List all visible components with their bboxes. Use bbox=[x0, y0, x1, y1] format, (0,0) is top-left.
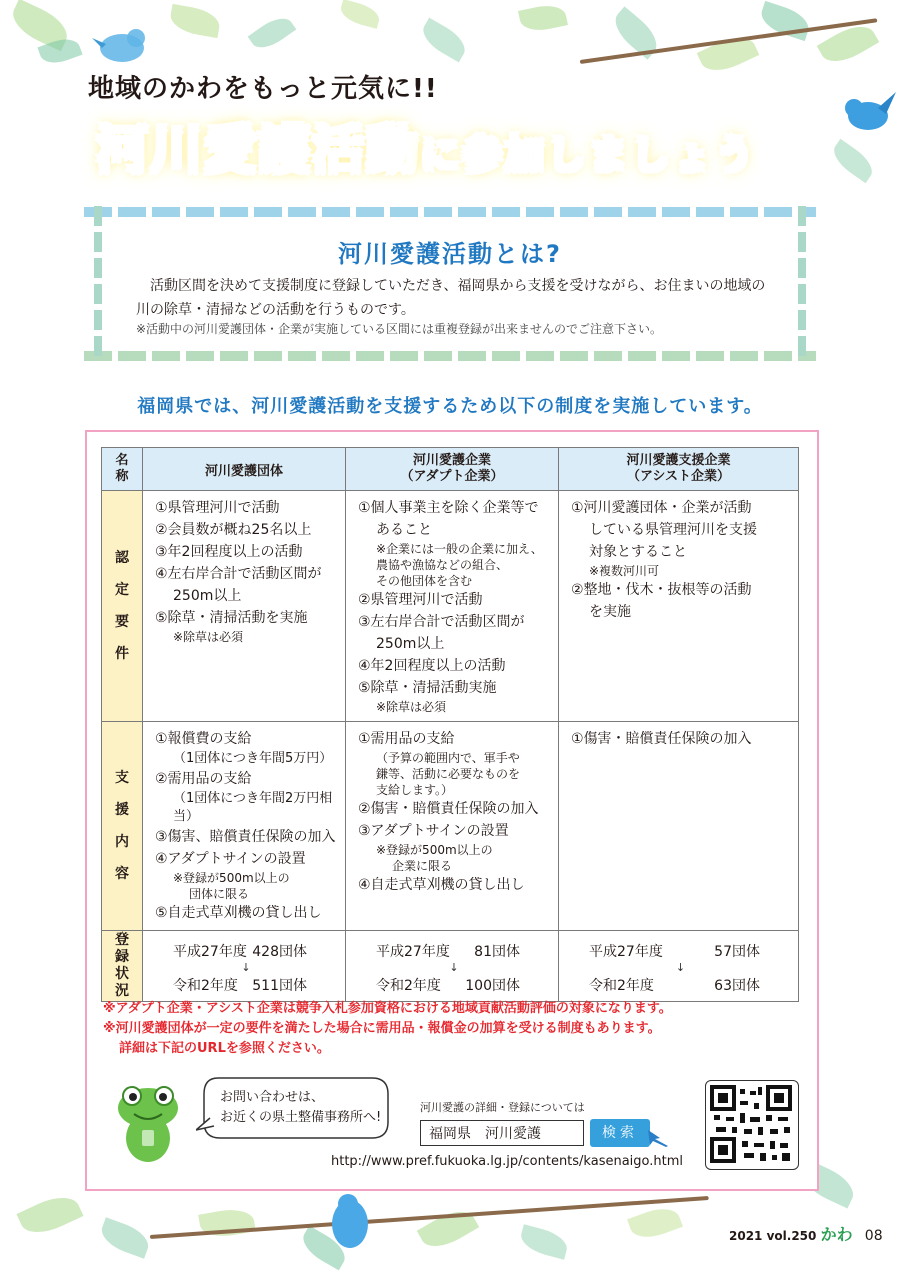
list-item: ③アダプトサインの設置 bbox=[358, 823, 509, 839]
list-item: ①県管理河川で活動 bbox=[155, 500, 280, 516]
status-year-from: 平成27年度 bbox=[589, 944, 663, 960]
notice-line: ※河川愛護団体が一定の要件を満たした場合に需用品・報償金の加算を受ける制度もあります。 bbox=[103, 1021, 661, 1036]
cursor-arrow-icon bbox=[646, 1128, 670, 1148]
bluebird-bottom-icon bbox=[318, 1190, 378, 1252]
table-row-status bbox=[102, 931, 799, 1002]
row-label-status bbox=[102, 931, 143, 1002]
status-count-from: 428団体 bbox=[252, 944, 307, 960]
requirements-assist bbox=[559, 491, 799, 722]
page-footer bbox=[729, 1222, 883, 1245]
notice-line: ※アダプト企業・アシスト企業は競争入札参加資格における地域貢献活動評価の対象になります。 bbox=[103, 1001, 672, 1016]
footer-magazine: かわ bbox=[820, 1225, 853, 1244]
list-note: その他団体を含む bbox=[376, 574, 473, 588]
list-note: ※企業には一般の企業に加え、 bbox=[376, 542, 543, 556]
info-url-link[interactable]: http://www.pref.fukuoka.lg.jp/contents/kasenaigo.html bbox=[331, 1154, 684, 1169]
list-note: 団体に限る bbox=[189, 887, 250, 901]
list-item: している県管理河川を支援 bbox=[589, 522, 757, 538]
down-arrow-icon: ↓ bbox=[675, 961, 686, 974]
list-note: ※除草は必須 bbox=[173, 630, 244, 644]
list-item: ⑤自走式草刈機の貸し出し bbox=[155, 905, 322, 921]
page-title bbox=[96, 108, 756, 183]
lead-text: 福岡県では、河川愛護活動を支援するため以下の制度を実施しています。 bbox=[137, 396, 763, 417]
detail-label: 河川愛護の詳細・登録については bbox=[420, 1101, 585, 1114]
list-note: （1団体につき年間2万円相当） bbox=[173, 791, 333, 824]
list-item: ②整地・伐木・抜根等の活動 bbox=[571, 582, 752, 598]
status-year-to: 令和2年度 bbox=[376, 978, 441, 994]
down-arrow-icon: ↓ bbox=[449, 961, 459, 974]
list-note: （1団体につき年間5万円） bbox=[173, 751, 333, 766]
list-item: ④左右岸合計で活動区間が bbox=[155, 566, 322, 582]
list-item: ①個人事業主を除く企業等で bbox=[358, 500, 539, 516]
list-item: ③年2回程度以上の活動 bbox=[155, 544, 303, 560]
status-count-to: 63団体 bbox=[714, 978, 760, 994]
frog-mascot-icon bbox=[108, 1082, 188, 1164]
status-count-from: 81団体 bbox=[474, 944, 520, 960]
list-note: 支給します。） bbox=[376, 783, 454, 797]
table-header-row bbox=[102, 448, 799, 491]
list-item: ③左右岸合計で活動区間が bbox=[358, 614, 525, 630]
list-item: 250m以上 bbox=[173, 588, 242, 604]
list-note: 鎌等、活動に必要なものを bbox=[376, 767, 521, 781]
list-item: を実施 bbox=[589, 604, 631, 620]
list-item: ①傷害・賠償責任保険の加入 bbox=[571, 731, 752, 747]
bluebird-top-right-icon bbox=[838, 86, 898, 140]
list-note: ※登録が500m以上の bbox=[173, 871, 290, 885]
qr-code-icon[interactable] bbox=[705, 1080, 799, 1170]
requirements-group bbox=[143, 491, 346, 722]
status-count-from: 57団体 bbox=[714, 944, 760, 960]
list-item: ②県管理河川で活動 bbox=[358, 592, 483, 608]
list-item: あること bbox=[376, 522, 432, 538]
intro-note: ※活動中の河川愛護団体・企業が実施している区間には重複登録が出来ませんのでご注意下さい。 bbox=[136, 322, 663, 336]
status-year-from: 平成27年度 bbox=[173, 944, 247, 960]
list-item: ④アダプトサインの設置 bbox=[155, 851, 306, 867]
status-year-to: 令和2年度 bbox=[173, 978, 238, 994]
title-main: 河川愛護活動 bbox=[96, 121, 421, 181]
status-count-to: 511団体 bbox=[252, 978, 307, 994]
list-item: ④年2回程度以上の活動 bbox=[358, 658, 506, 674]
list-item: ③傷害、賠償責任保険の加入 bbox=[155, 829, 336, 845]
table-row-support bbox=[102, 722, 799, 931]
list-note: ※登録が500m以上の bbox=[376, 843, 493, 857]
row-label-support bbox=[102, 722, 143, 931]
corner-text: 名称 bbox=[115, 453, 129, 484]
row-label-text: 認定要件 bbox=[115, 550, 129, 662]
search-input[interactable]: 福岡県 河川愛護 bbox=[420, 1120, 584, 1146]
row-label-text: 登録状況 bbox=[115, 932, 129, 999]
status-year-from: 平成27年度 bbox=[376, 944, 450, 960]
contact-bubble-text bbox=[220, 1088, 381, 1128]
column-header-adopt: 河川愛護企業 （アダプト企業） bbox=[346, 448, 559, 491]
notice-line: 詳細は下記のURLを参照ください。 bbox=[119, 1041, 330, 1056]
status-count-to: 100団体 bbox=[465, 978, 520, 994]
page-number: 08 bbox=[864, 1228, 883, 1244]
intro-paragraph: 活動区間を決めて支援制度に登録していただき、福岡県から支援を受けながら、お住まいの地域の川の除草・清掃などの活動を行うものです。 bbox=[136, 278, 766, 318]
list-item: 250m以上 bbox=[376, 636, 445, 652]
bubble-line: お問い合わせは、 bbox=[220, 1090, 325, 1105]
support-adopt bbox=[346, 722, 559, 931]
requirements-adopt bbox=[346, 491, 559, 722]
status-year-to: 令和2年度 bbox=[589, 978, 654, 994]
notice-notes bbox=[103, 999, 672, 1059]
intro-box bbox=[84, 206, 816, 362]
system-table bbox=[101, 447, 799, 1002]
row-label-requirements bbox=[102, 491, 143, 722]
list-note: 農協や漁協などの組合、 bbox=[376, 558, 509, 572]
status-group bbox=[143, 931, 346, 1002]
list-item: ①報償費の支給 bbox=[155, 731, 252, 747]
list-item: ②傷害・賠償責任保険の加入 bbox=[358, 801, 539, 817]
column-header-group: 河川愛護団体 bbox=[143, 448, 346, 491]
title-rest: に参加しましょう bbox=[420, 132, 757, 178]
status-adopt bbox=[346, 931, 559, 1002]
row-label-text: 支援内容 bbox=[115, 770, 129, 882]
search-button[interactable]: 検索 bbox=[590, 1119, 650, 1147]
intro-heading: 河川愛護活動とは? bbox=[338, 240, 562, 268]
corner-label bbox=[102, 448, 143, 491]
bluebird-top-left-icon bbox=[92, 20, 152, 70]
status-assist bbox=[559, 931, 799, 1002]
list-note: ※除草は必須 bbox=[376, 700, 447, 714]
list-item: ④自走式草刈機の貸し出し bbox=[358, 877, 525, 893]
list-item: 対象とすること bbox=[589, 544, 687, 560]
support-group bbox=[143, 722, 346, 931]
list-note: ※複数河川可 bbox=[589, 564, 660, 578]
table-row-requirements bbox=[102, 491, 799, 722]
footer-year: 2021 bbox=[729, 1229, 763, 1243]
column-header-assist: 河川愛護支援企業 （アシスト企業） bbox=[559, 448, 799, 491]
list-note: （予算の範囲内で、軍手や bbox=[376, 751, 520, 765]
list-item: ②会員数が概ね25名以上 bbox=[155, 522, 312, 538]
list-item: ①需用品の支給 bbox=[358, 731, 455, 747]
support-assist bbox=[559, 722, 799, 931]
list-note: 企業に限る bbox=[392, 859, 453, 873]
subtitle: 地域のかわをもっと元気に!! bbox=[88, 74, 438, 104]
footer-volume: vol.250 bbox=[766, 1229, 817, 1243]
list-item: ①河川愛護団体・企業が活動 bbox=[571, 500, 752, 516]
list-item: ⑤除草・清掃活動を実施 bbox=[155, 610, 308, 626]
list-item: ②需用品の支給 bbox=[155, 771, 252, 787]
down-arrow-icon: ↓ bbox=[241, 961, 251, 974]
bubble-line: お近くの県土整備事務所へ! bbox=[220, 1110, 382, 1125]
list-item: ⑤除草・清掃活動実施 bbox=[358, 680, 497, 696]
